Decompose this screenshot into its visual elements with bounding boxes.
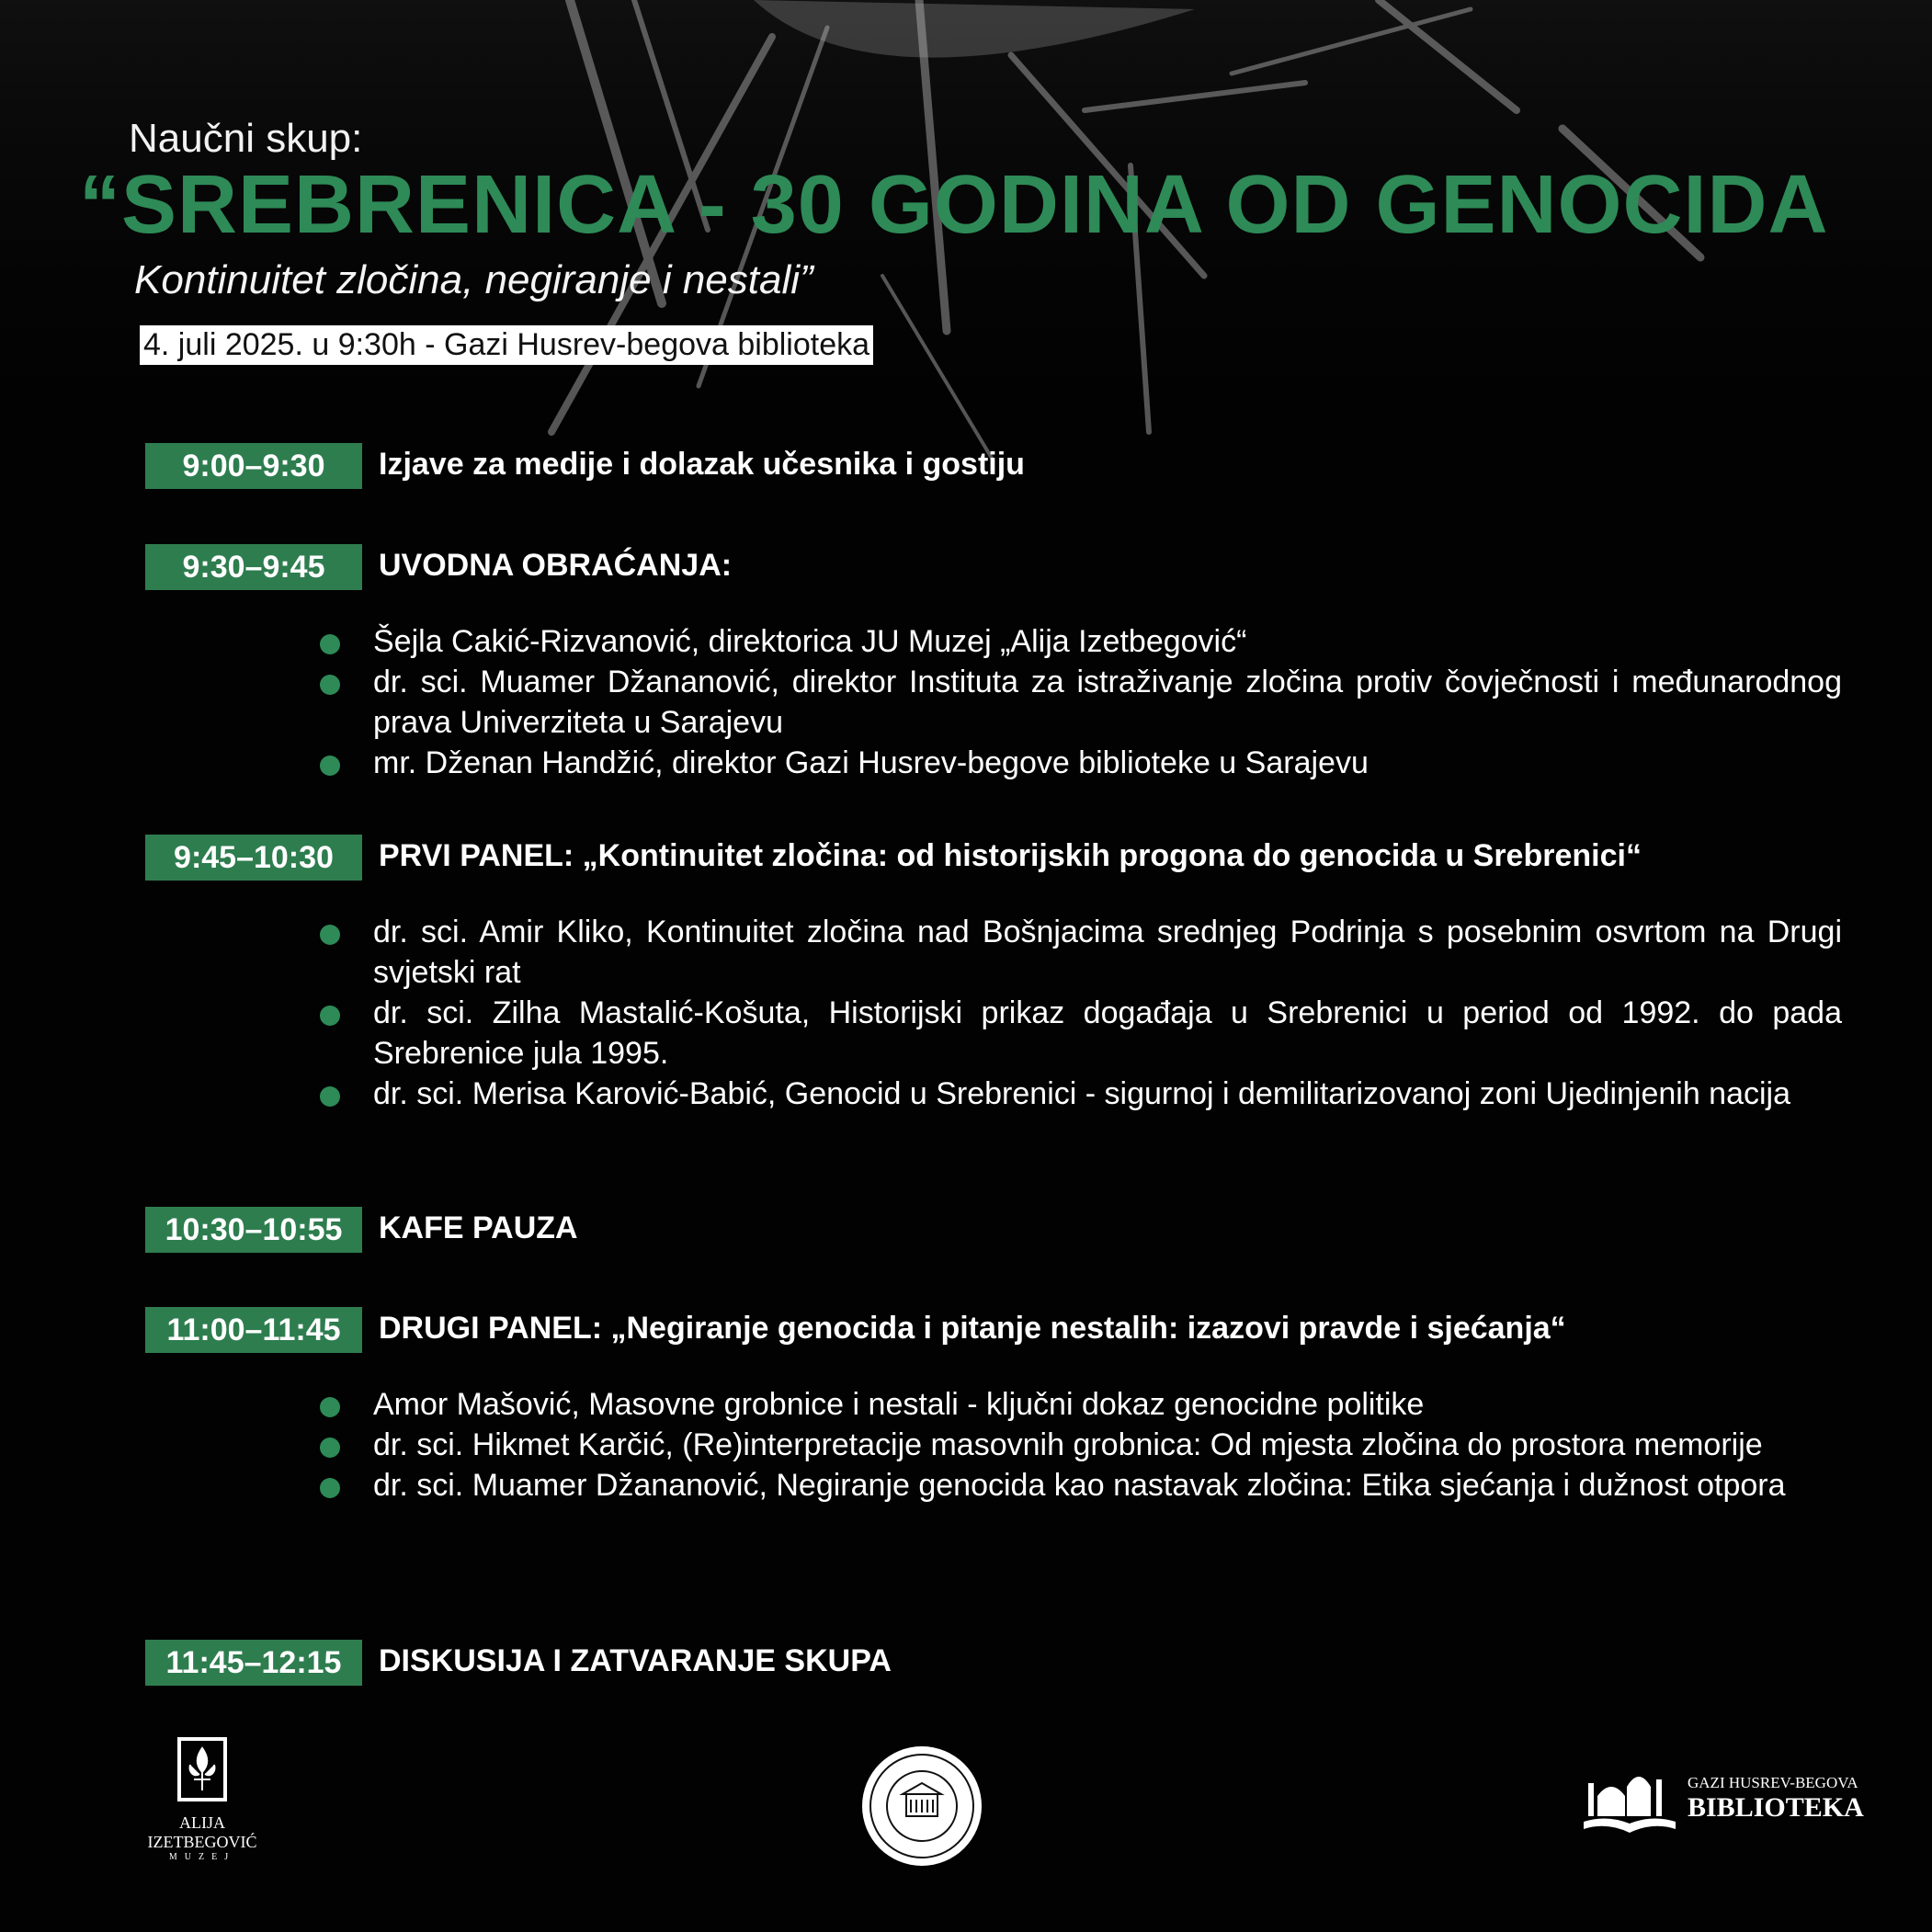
event-subtitle: Kontinuitet zločina, negiranje i nestali” <box>134 257 813 302</box>
library-name-line1: GAZI HUSREV-BEGOVA <box>1688 1774 1858 1791</box>
time-badge: 9:45–10:30 <box>145 835 362 881</box>
event-title: “SREBRENICA - 30 GODINA OD GENOCIDA <box>79 159 1829 251</box>
section-title: DRUGI PANEL: „Negiranje genocida i pitanje nestalih: izazovi pravde i sjećanja“ <box>379 1311 1566 1346</box>
bullet-icon <box>320 1006 340 1026</box>
list-item: dr. sci. Amir Kliko, Kontinuitet zločina nad Bošnjacima srednjeg Podrinja s posebnim osvrtom na Drugi svjetski rat <box>320 912 1842 993</box>
section-title: KAFE PAUZA <box>379 1210 578 1245</box>
museum-name-line3: MUZEJ <box>168 1852 236 1862</box>
bullet-icon <box>320 675 340 695</box>
partner-logos <box>0 1737 1932 1884</box>
fleur-de-lis-icon <box>177 1737 227 1801</box>
event-date-location: 4. juli 2025. u 9:30h - Gazi Husrev-begova biblioteka <box>140 325 873 365</box>
time-badge: 9:30–9:45 <box>145 544 362 590</box>
library-building-icon <box>1579 1761 1680 1844</box>
section-title: UVODNA OBRAĆANJA: <box>379 548 733 583</box>
bullet-icon <box>320 1478 340 1498</box>
section-title: PRVI PANEL: „Kontinuitet zločina: od historijskih progona do genocida u Srebrenici“ <box>379 838 1642 873</box>
library-name-line2: BIBLIOTEKA <box>1688 1792 1864 1823</box>
event-kicker: Naučni skup: <box>129 116 363 161</box>
museum-logo <box>138 1737 267 1862</box>
list-item: mr. Dženan Handžić, direktor Gazi Husrev-begove biblioteke u Sarajevu <box>320 743 1842 783</box>
list-item: dr. sci. Merisa Karović-Babić, Genocid u Srebrenici - sigurnoj i demilitarizovanoj zoni Ujedinjenih nacija <box>320 1074 1842 1114</box>
section-title: DISKUSIJA I ZATVARANJE SKUPA <box>379 1643 892 1678</box>
bullet-icon <box>320 1438 340 1458</box>
museum-name-line2: IZETBEGOVIĆ <box>147 1833 257 1851</box>
bullet-icon <box>320 634 340 654</box>
bullet-icon <box>320 925 340 945</box>
bullet-icon <box>320 756 340 776</box>
list-item: dr. sci. Hikmet Karčić, (Re)interpretacije masovnih grobnica: Od mjesta zločina do prostora memorije <box>320 1425 1842 1465</box>
time-badge: 10:30–10:55 <box>145 1207 362 1253</box>
list-item: dr. sci. Muamer Džananović, Negiranje genocida kao nastavak zločina: Etika sjećanja i dužnost otpora <box>320 1465 1842 1506</box>
time-badge: 11:45–12:15 <box>145 1640 362 1686</box>
section-title: Izjave za medije i dolazak učesnika i gostiju <box>379 447 1025 482</box>
university-seal-logo <box>862 1746 982 1866</box>
list-item: Šejla Cakić-Rizvanović, direktorica JU Muzej „Alija Izetbegović“ <box>320 621 1842 662</box>
list-item: dr. sci. Muamer Džananović, direktor Instituta za istraživanje zločina protiv čovječnosti i međunarodnog prava Univerziteta u Sarajevu <box>320 662 1842 743</box>
bullet-icon <box>320 1397 340 1417</box>
museum-name-line1: ALIJA <box>179 1813 225 1832</box>
list-item: Amor Mašović, Masovne grobnice i nestali - ključni dokaz genocidne politike <box>320 1384 1842 1425</box>
bullet-icon <box>320 1086 340 1107</box>
time-badge: 9:00–9:30 <box>145 443 362 489</box>
list-item: dr. sci. Zilha Mastalić-Košuta, Historijski prikaz događaja u Srebrenici u period od 1992. do pada Srebrenice jula 1995. <box>320 993 1842 1074</box>
time-badge: 11:00–11:45 <box>145 1307 362 1353</box>
